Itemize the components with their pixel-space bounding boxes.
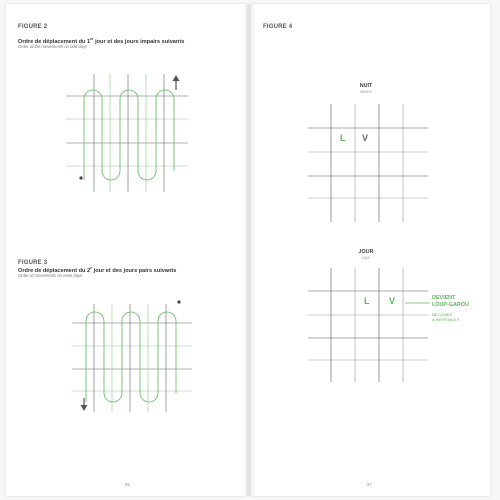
figure-3-title-text: Ordre de déplacement du 2 xyxy=(18,267,91,274)
night-subtitle: NIGHT xyxy=(360,90,372,94)
figure-2-title-sup: er xyxy=(90,37,94,41)
werewolf-note-en xyxy=(432,312,459,323)
note-fr-line-2: LOUP-GAROU xyxy=(432,302,469,308)
figure-3-label: FIGURE 3 xyxy=(18,260,48,266)
figure-3-title-sup: e xyxy=(90,266,93,270)
figure-2-title-text: Ordre de déplacement du 1 xyxy=(18,38,91,45)
figure-3-title-rest: jour et des jours pairs suivants xyxy=(92,267,177,274)
werewolf-note-fr xyxy=(432,295,469,309)
night-letter-l: L xyxy=(340,133,346,143)
right-page-number: 27 xyxy=(367,482,372,487)
figure-2-title-rest: jour et des jours impairs suivants xyxy=(93,38,185,45)
day-subtitle: DAY xyxy=(362,256,370,260)
night-grid xyxy=(308,104,428,222)
figure-2-label: FIGURE 2 xyxy=(18,24,48,30)
figure-3-subtitle: Order of movements on even days xyxy=(18,273,83,278)
night-title: NUIT xyxy=(359,83,373,89)
day-letter-v: V xyxy=(389,296,396,306)
figure-2-subtitle: Order of the movements on odd days xyxy=(18,44,88,49)
note-en-line-1: BECOMES xyxy=(432,312,453,317)
figure-4-label: FIGURE 4 xyxy=(263,24,293,30)
note-fr-line-1: DEVIENT xyxy=(432,295,456,301)
day-letter-l: L xyxy=(364,296,370,306)
note-en-line-2: A WEREWOLF xyxy=(432,317,460,323)
day-title: JOUR xyxy=(358,249,374,255)
night-letter-v: V xyxy=(362,133,369,143)
day-grid xyxy=(308,268,428,382)
left-page-number: 25 xyxy=(125,482,130,487)
